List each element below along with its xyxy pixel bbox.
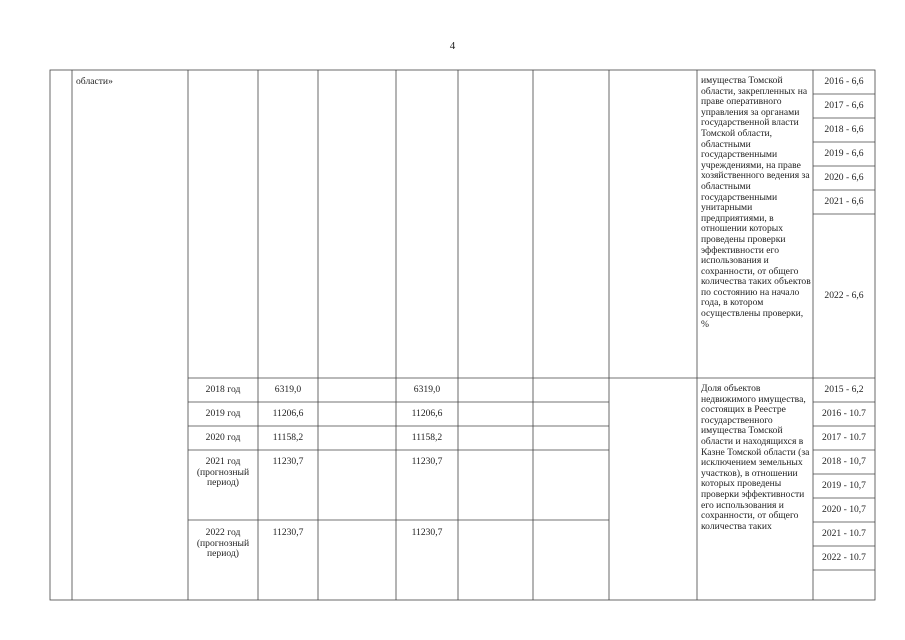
target-value: 2019 - 6,6 (824, 148, 864, 159)
year-cell: 2022 год (прогнозный период) (196, 527, 250, 560)
target-value: 2016 - 6,6 (824, 76, 864, 87)
indicator-text-1: имущества Томской области, закрепленных на праве оперативного управления за органами государственной власти Томской области, областными государственными учреждениями, на праве хозяйственного ведения за областными государственными унитарными предприятиями, в отношении которых проведены проверки эффективности его использования и сохранности, от общего количества таких объектов по состоянию на начало года, в котором осуществлены проверки, % (701, 75, 811, 330)
target-value: 2018 - 10,7 (822, 456, 866, 467)
regional-cell: 11158,2 (411, 432, 443, 443)
total-cell: 11206,6 (272, 408, 304, 419)
regional-cell: 11206,6 (411, 408, 443, 419)
total-cell: 11230,7 (272, 456, 304, 467)
total-cell: 11158,2 (272, 432, 304, 443)
year-cell: 2021 год (прогнозный период) (196, 456, 250, 489)
target-value: 2018 - 6,6 (824, 124, 864, 135)
target-value: 2022 - 10.7 (822, 552, 866, 563)
target-value: 2016 - 10.7 (822, 408, 866, 419)
year-cell: 2019 год (205, 408, 241, 419)
regional-cell: 11230,7 (411, 527, 443, 538)
target-value: 2019 - 10,7 (822, 480, 866, 491)
target-value: 2021 - 6,6 (824, 196, 864, 207)
year-cell: 2020 год (205, 432, 241, 443)
year-cell: 2018 год (205, 384, 241, 395)
target-value: 2021 - 10.7 (822, 528, 866, 539)
target-value: 2015 - 6,2 (824, 384, 864, 395)
total-cell: 11230,7 (272, 527, 304, 538)
target-value: 2022 - 6,6 (824, 290, 864, 301)
regional-cell: 6319,0 (413, 384, 441, 395)
target-value: 2017 - 10.7 (822, 432, 866, 443)
total-cell: 6319,0 (274, 384, 302, 395)
target-value: 2017 - 6,6 (824, 100, 864, 111)
target-value: 2020 - 6,6 (824, 172, 864, 183)
page-number: 4 (449, 40, 456, 52)
program-name-cell: области» (76, 76, 113, 87)
indicator-text-2: Доля объектов недвижимого имущества, состоящих в Реестре государственного имущества Томской области и находящихся в Казне Томской области (за исключением земельных участков), в отношении которых проведены проверки эффективности его использования и сохранности, от общего количества таких (701, 384, 810, 532)
regional-cell: 11230,7 (411, 456, 443, 467)
target-value: 2020 - 10,7 (822, 504, 866, 515)
